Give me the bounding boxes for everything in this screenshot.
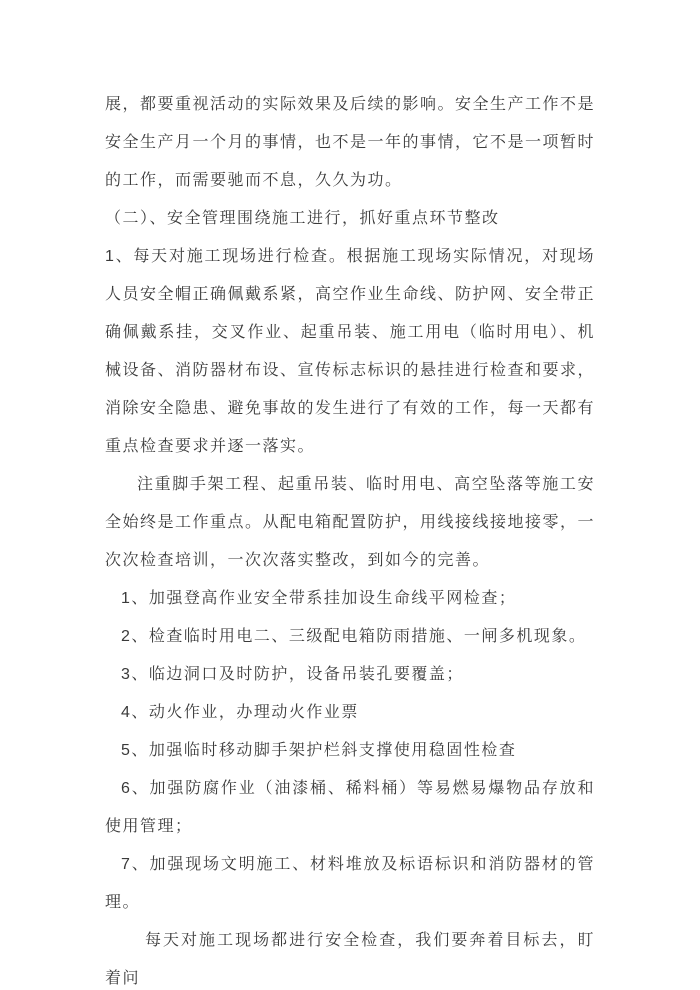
paragraph-continuation: 展，都要重视活动的实际效果及后续的影响。安全生产工作不是安全生产月一个月的事情，也不是一年的事情，它不是一项暂时的工作，而需要驰而不息，久久为功。 — [105, 96, 596, 189]
list-item-7: 7、加强现场文明施工、材料堆放及标语标识和消防器材的管理。 — [105, 856, 595, 911]
list-item-4: 4、动火作业，办理动火作业票 — [121, 704, 359, 721]
list-item-6: 6、加强防腐作业（油漆桶、稀料桶）等易燃易爆物品存放和使用管理； — [105, 780, 595, 835]
section-heading: （二）、安全管理围绕施工进行，抓好重点环节整改 — [105, 210, 500, 227]
list-item-1: 1、加强登高作业安全带系挂加设生命线平网检查； — [121, 590, 517, 607]
list-item-3: 3、临边洞口及时防护，设备吊装孔要覆盖； — [121, 666, 464, 683]
list-item-5: 5、加强临时移动脚手架护栏斜支撑使用稳固性检查 — [121, 742, 517, 759]
paragraph-work-focus: 注重脚手架工程、起重吊装、临时用电、高空坠落等施工安全始终是工作重点。从配电箱配置防护，用线接线接地接零，一次次检查培训，一次次落实整改，到如今的完善。 — [105, 476, 596, 569]
paragraph-closing: 每天对施工现场都进行安全检查，我们要奔着目标去，盯着问 — [105, 932, 595, 987]
list-item-2: 2、检查临时用电二、三级配电箱防雨措施、一闸多机现象。 — [121, 628, 587, 645]
paragraph-daily-inspection: 1、每天对施工现场进行检查。根据施工现场实际情况，对现场人员安全帽正确佩戴系紧，高空作业生命线、防护网、安全带正确佩戴系挂，交叉作业、起重吊装、施工用电（临时用电）、机械设备、消防器材布设、宣传标志标识的悬挂进行检查和要求，消除安全隐患、避免事故的发生进行了有效的工作，每一天都有重点检查要求并逐一落实。 — [105, 248, 596, 455]
